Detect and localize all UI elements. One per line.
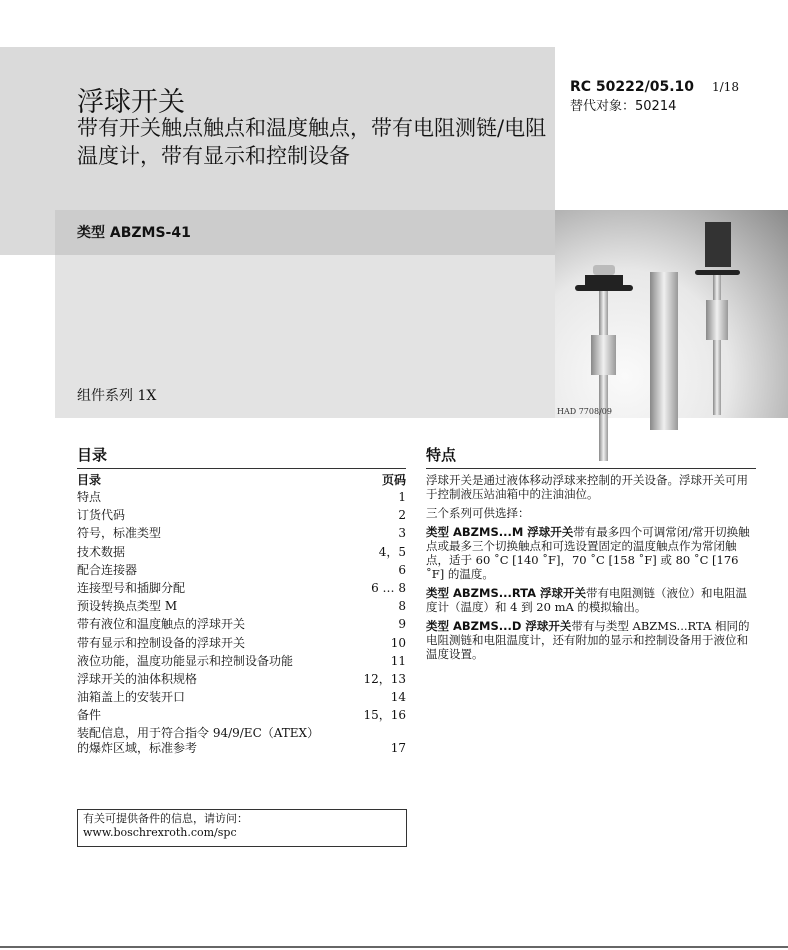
toc-header-row	[77, 473, 406, 488]
toc-entry-label: 带有显示和控制设备的浮球开关	[77, 635, 246, 650]
toc-heading: 目录	[77, 444, 406, 469]
toc-entry-page: 6	[398, 562, 406, 577]
toc-entry-label: 装配信息，用于符合指令 94/9/EC（ATEX）的爆炸区域，标准参考	[77, 726, 314, 756]
photo-caption: HAD 7708/09	[557, 407, 612, 416]
toc-entry-label: 订货代码	[77, 508, 126, 523]
toc-entry-page: 10	[390, 635, 406, 650]
toc-entry-page: 12，13	[363, 671, 406, 686]
product-type: 类型 ABZMS-41	[77, 225, 191, 241]
table-of-contents	[77, 473, 406, 760]
product-photo	[555, 210, 788, 418]
component-series: 组件系列 1X	[77, 388, 157, 404]
page-bottom-rule	[0, 946, 788, 948]
toc-entry-label: 特点	[77, 490, 102, 504]
toc-entry-label: 连接型号和插脚分配	[77, 580, 186, 595]
toc-entry[interactable]	[77, 636, 406, 651]
feature-description: 带有电阻测链（液位）和电阻温度计（温度）和 4 到 20 mA 的模拟输出。	[426, 586, 748, 614]
toc-entry[interactable]	[77, 654, 406, 669]
toc-entry-page: 6 … 8	[371, 580, 406, 595]
toc-entry[interactable]	[77, 563, 406, 578]
toc-entry-label: 技术数据	[77, 544, 126, 559]
page-number: 1/18	[712, 80, 739, 94]
feature-type-name: 类型 ABZMS...M 浮球开关	[426, 525, 574, 539]
note-text: 有关可提供备件的信息，请访问：	[83, 812, 248, 825]
toc-entry-page: 17	[390, 741, 406, 756]
toc-entry-page: 9	[398, 617, 406, 632]
features-choice: 三个系列可供选择：	[426, 506, 530, 520]
toc-entry-page: 4，5	[378, 544, 406, 559]
feature-description: 带有最多四个可调常闭/常开切换触点或最多三个切换触点和可选设置固定的温度触点作为常闭触点，适于 60 ˚C [140 ˚F]，70 ˚C [158 ˚F] 或 80 ˚C [176 ˚F] 的温度。	[426, 525, 750, 581]
replaces: 替代对象：50214	[570, 99, 677, 114]
spare-parts-link[interactable]: www.boschrexroth.com/spc	[83, 826, 237, 839]
features-text	[426, 473, 756, 666]
toc-entry-label: 符号，标准类型	[77, 526, 162, 541]
toc-entry-page: 11	[390, 653, 406, 668]
toc-entry[interactable]	[77, 490, 406, 505]
toc-entry-label: 油箱盖上的安装开口	[77, 690, 186, 705]
feature-description: 带有与类型 ABZMS...RTA 相同的电阻测链和电阻温度计，还有附加的显示和控制设备用于液位和温度设置。	[426, 619, 750, 661]
spare-parts-note	[77, 809, 407, 847]
toc-entry-page: 15，16	[363, 708, 406, 723]
toc-entry[interactable]	[77, 690, 406, 705]
page-title: 浮球开关	[77, 87, 185, 118]
toc-entry-label: 带有液位和温度触点的浮球开关	[77, 617, 246, 632]
toc-entry-label: 液位功能，温度功能显示和控制设备功能	[77, 653, 294, 668]
toc-entry-label: 浮球开关的油体积规格	[77, 671, 198, 686]
toc-entry[interactable]	[77, 545, 406, 560]
toc-entry-label: 备件	[77, 708, 102, 723]
features-intro: 浮球开关是通过液体移动浮球来控制的开关设备。浮球开关可用于控制液压站油箱中的注油油位。	[426, 473, 748, 501]
toc-entry[interactable]	[77, 599, 406, 614]
feature-type-name: 类型 ABZMS...RTA 浮球开关	[426, 586, 587, 600]
toc-entry-page: 8	[398, 599, 406, 614]
toc-entry-label: 预设转换点类型 M	[77, 599, 178, 614]
toc-entry[interactable]	[77, 672, 406, 687]
feature-item	[426, 525, 756, 581]
feature-type-name: 类型 ABZMS...D 浮球开关	[426, 619, 572, 633]
toc-entry[interactable]	[77, 526, 406, 541]
feature-item	[426, 619, 756, 661]
toc-entry-page: 2	[398, 508, 406, 523]
toc-col-page: 页码	[381, 473, 406, 487]
toc-entry-page: 14	[390, 690, 406, 705]
toc-entry[interactable]	[77, 708, 406, 723]
feature-item	[426, 586, 756, 614]
doc-number: RC 50222/05.10	[570, 79, 695, 95]
toc-entry[interactable]	[77, 726, 406, 756]
page-subtitle: 带有开关触点触点和温度触点，带有电阻测链/电阻温度计，带有显示和控制设备	[77, 116, 547, 168]
toc-entry-page: 1	[398, 490, 406, 504]
toc-entry-page: 3	[398, 526, 406, 541]
features-heading: 特点	[426, 444, 756, 469]
toc-entry-label: 配合连接器	[77, 562, 138, 577]
toc-entry[interactable]	[77, 508, 406, 523]
toc-col-title: 目录	[77, 473, 102, 487]
toc-entry[interactable]	[77, 617, 406, 632]
toc-entry[interactable]	[77, 581, 406, 596]
